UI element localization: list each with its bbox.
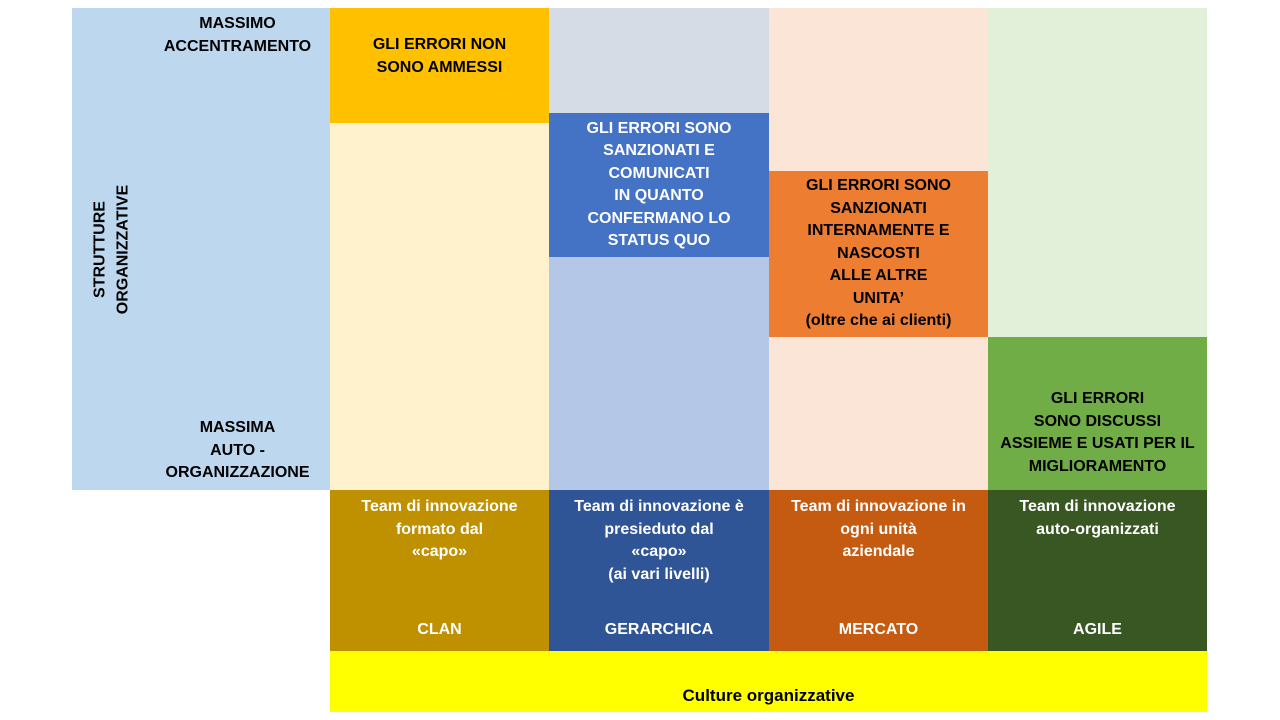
mercato-culture-label: MERCATO [838, 621, 919, 638]
mercato-team-text: Team di innovazione in ogni unità aziendale [791, 498, 966, 560]
mercato-error-box [769, 171, 988, 337]
clan-error-box [330, 8, 549, 123]
cultures-footer-label: Culture organizzative [682, 686, 855, 705]
clan-error-text: GLI ERRORI NON SONO AMMESSI [372, 36, 507, 76]
clan-team-cell [330, 490, 549, 651]
gerarchica-error-text: GLI ERRORI SONO SANZIONATI E COMUNICATI IN QUANTO CONFERMANO LO STATUS QUO [586, 119, 732, 249]
axis-bottom-label: MASSIMA AUTO - ORGANIZZAZIONE [165, 419, 310, 481]
clan-team-text: Team di innovazione formato dal «capo» [361, 498, 518, 560]
gerarchica-error-box [549, 113, 769, 257]
gerarchica-culture-label: GERARCHICA [604, 621, 714, 638]
agile-error-text: GLI ERRORI SONO DISCUSSI ASSIEME E USATI PER IL MIGLIORAMENTO [1000, 390, 1195, 475]
mercato-error-text: GLI ERRORI SONO SANZIONATI INTERNAMENTE E NASCOSTI ALLE ALTRE UNITA’ (oltre che ai clienti) [805, 177, 952, 330]
clan-culture-label: CLAN [417, 621, 462, 638]
agile-culture-label: AGILE [1073, 621, 1122, 638]
axis-top-label: MASSIMO ACCENTRAMENTO [163, 15, 312, 55]
agile-error-box [988, 337, 1207, 490]
gerarchica-column-top [549, 8, 769, 113]
gerarchica-team-cell [549, 490, 769, 651]
agile-team-text: Team di innovazione auto-organizzati [1019, 498, 1176, 538]
cultures-footer-bar [330, 651, 1207, 712]
structures-axis-title: STRUTTURE ORGANIZZATIVE [91, 184, 131, 315]
agile-team-cell [988, 490, 1207, 651]
mercato-team-cell [769, 490, 988, 651]
gerarchica-team-text: Team di innovazione è presieduto dal «capo» (ai vari livelli) [574, 498, 744, 583]
